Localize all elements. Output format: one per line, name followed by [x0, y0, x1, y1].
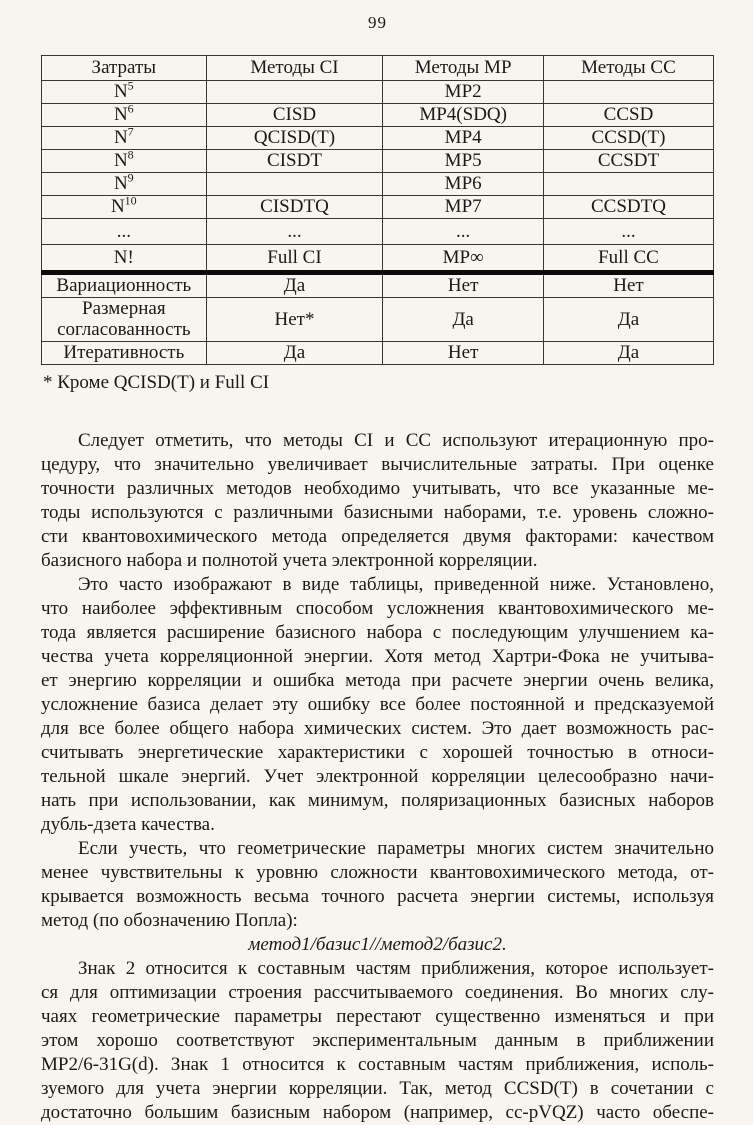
cost-cell — [42, 104, 207, 127]
cost-superscript: 6 — [127, 103, 134, 117]
cost-cell — [42, 81, 207, 104]
text-line: крывается возможность весьма точного расчета энергии системы, используя — [41, 885, 714, 907]
cost-base: ... — [116, 220, 131, 242]
text-line: ет энергию корреляции и ошибка метода при расчете энергии очень велика, — [41, 669, 714, 691]
text-line: MP2/6-31G(d). Знак 1 относится к составным частям приближения, исполь- — [41, 1053, 714, 1075]
column-header: Методы MP — [383, 56, 544, 81]
property-value-cell: Да — [206, 273, 383, 298]
cost-base: N — [113, 150, 128, 172]
method-row — [42, 219, 714, 245]
text-line: усложнение базиса делает эту ошибку все более постоянной и предсказуемой — [41, 693, 714, 715]
method-cell: CISDTQ — [206, 196, 383, 219]
method-row — [42, 173, 714, 196]
paragraph — [41, 837, 714, 933]
text-line: дубль-дзета качества. — [41, 813, 215, 835]
method-cell: ... — [543, 219, 713, 245]
property-row — [42, 341, 714, 364]
text-line: считывать энергетические характеристики с хорошей точностью в относи- — [41, 741, 714, 763]
property-value-cell: Нет* — [206, 298, 383, 342]
cost-cell — [42, 150, 207, 173]
method-row — [42, 104, 714, 127]
column-header: Методы CI — [206, 56, 383, 81]
method-cell — [543, 81, 713, 104]
property-value-cell: Да — [383, 298, 544, 342]
text-line: сти квантовохимического метода определяется двумя факторами: качеством — [41, 525, 714, 547]
method-cell: ... — [206, 219, 383, 245]
method-cell: MP7 — [383, 196, 544, 219]
text-line: что наиболее эффективным способом усложнения квантовохимического ме- — [41, 597, 714, 619]
method-row — [42, 150, 714, 173]
cost-superscript: 10 — [124, 195, 137, 209]
text-line: тоды используются с различными базисными наборами, т.е. уровень сложно- — [41, 501, 714, 523]
text-line: чаях геометрические параметры перестают существенно изменяться и при — [41, 1005, 714, 1027]
text-line: базисного набора и полнотой учета электронной корреляции. — [41, 549, 538, 571]
text-line: достаточно большим базисным набором (например, cc-pVQZ) часто обеспе- — [41, 1101, 714, 1123]
method-cell: MP6 — [383, 173, 544, 196]
cost-base: N! — [113, 246, 134, 268]
table-header-row — [42, 56, 714, 81]
text-line: нать при использовании, как минимум, поляризационных базисных наборов — [41, 789, 714, 811]
text-line: метод (по обозначению Попла): — [41, 909, 298, 931]
methods-table-body — [42, 56, 714, 365]
cost-cell — [42, 127, 207, 150]
property-value-cell: Да — [206, 341, 383, 364]
method-cell: MP5 — [383, 150, 544, 173]
property-value-cell: Да — [543, 341, 713, 364]
property-label-cell: Итеративность — [42, 341, 207, 364]
page-number: 99 — [368, 13, 387, 32]
text-line: Знак 2 относится к составным частям приближения, которое использует- — [78, 957, 714, 979]
text-line: точности различных методов необходимо учитывать, что все указанные ме- — [41, 477, 714, 499]
cost-superscript: 7 — [127, 126, 134, 140]
text-line: Следует отметить, что методы CI и CC используют итерационную про- — [78, 429, 714, 451]
methods-table — [41, 55, 714, 365]
method-cell: MP2 — [383, 81, 544, 104]
paragraph — [41, 429, 714, 573]
cost-cell — [42, 245, 207, 273]
table-footnote: * Кроме QCISD(T) и Full CI — [43, 371, 270, 393]
cost-base: N — [113, 127, 128, 149]
method-cell: CCSD(T) — [543, 127, 713, 150]
cost-cell — [42, 173, 207, 196]
property-value-cell: Нет — [383, 341, 544, 364]
text-line: тода является расширение базисного набора с последующим улучшением ка- — [41, 621, 714, 643]
cost-base: N — [110, 196, 125, 218]
text-line: чества учета корреляционной энергии. Хотя метод Хартри-Фока не учитыва- — [41, 645, 714, 667]
property-row — [42, 298, 714, 342]
method-cell: CCSDT — [543, 150, 713, 173]
property-label-cell: Размерная согласованность — [42, 298, 207, 342]
cost-cell — [42, 219, 207, 245]
column-header: Методы CC — [543, 56, 713, 81]
formula-line: метод1/базис1//метод2/базис2. — [248, 933, 507, 955]
method-row — [42, 81, 714, 104]
text-line: цедуру, что значительно увеличивает вычислительные затраты. При оценке — [41, 453, 714, 475]
method-row — [42, 196, 714, 219]
cost-superscript: 8 — [127, 149, 134, 163]
text-line: этом хорошо соответствуют экспериментальным данным в приближении — [41, 1029, 714, 1051]
cost-superscript: 5 — [127, 80, 134, 94]
paragraph — [41, 573, 714, 837]
body-text — [41, 429, 714, 1125]
method-cell: CCSD — [543, 104, 713, 127]
property-value-cell: Да — [543, 298, 713, 342]
method-cell: QCISD(T) — [206, 127, 383, 150]
method-cell: CISD — [206, 104, 383, 127]
property-row — [42, 273, 714, 298]
method-cell: MP4(SDQ) — [383, 104, 544, 127]
text-line: Если учесть, что геометрические параметры многих систем значительно — [78, 837, 714, 859]
method-cell — [206, 81, 383, 104]
method-cell: MP∞ — [383, 245, 544, 273]
cost-base: N — [113, 81, 128, 103]
cost-base: N — [113, 104, 128, 126]
paragraph — [41, 957, 714, 1125]
text-line: зуемого для учета энергии корреляции. Так, метод CCSD(T) в сочетании с — [41, 1077, 714, 1099]
column-header: Затраты — [42, 56, 207, 81]
property-label-cell: Вариационность — [42, 273, 207, 298]
method-cell: Full CC — [543, 245, 713, 273]
cost-superscript: 9 — [127, 172, 134, 186]
text-line: тельной шкале энергий. Учет электронной корреляции целесообразно начи- — [41, 765, 714, 787]
method-cell: CCSDTQ — [543, 196, 713, 219]
property-value-cell: Нет — [543, 273, 713, 298]
method-row — [42, 127, 714, 150]
cost-cell — [42, 196, 207, 219]
property-value-cell: Нет — [383, 273, 544, 298]
method-cell: CISDT — [206, 150, 383, 173]
cost-base: N — [113, 173, 128, 195]
text-line: для все более общего набора химических систем. Это дает возможность рас- — [41, 717, 714, 739]
method-cell — [543, 173, 713, 196]
text-line: менее чувствительны к уровню сложности квантовохимического метода, от- — [41, 861, 714, 883]
text-line: Это часто изображают в виде таблицы, приведенной ниже. Установлено, — [78, 573, 714, 595]
method-cell: Full CI — [206, 245, 383, 273]
method-cell: ... — [383, 219, 544, 245]
method-cell: MP4 — [383, 127, 544, 150]
text-line: ся для оптимизации строения рассчитываемого соединения. Во многих слу- — [41, 981, 714, 1003]
method-cell — [206, 173, 383, 196]
method-row — [42, 245, 714, 273]
